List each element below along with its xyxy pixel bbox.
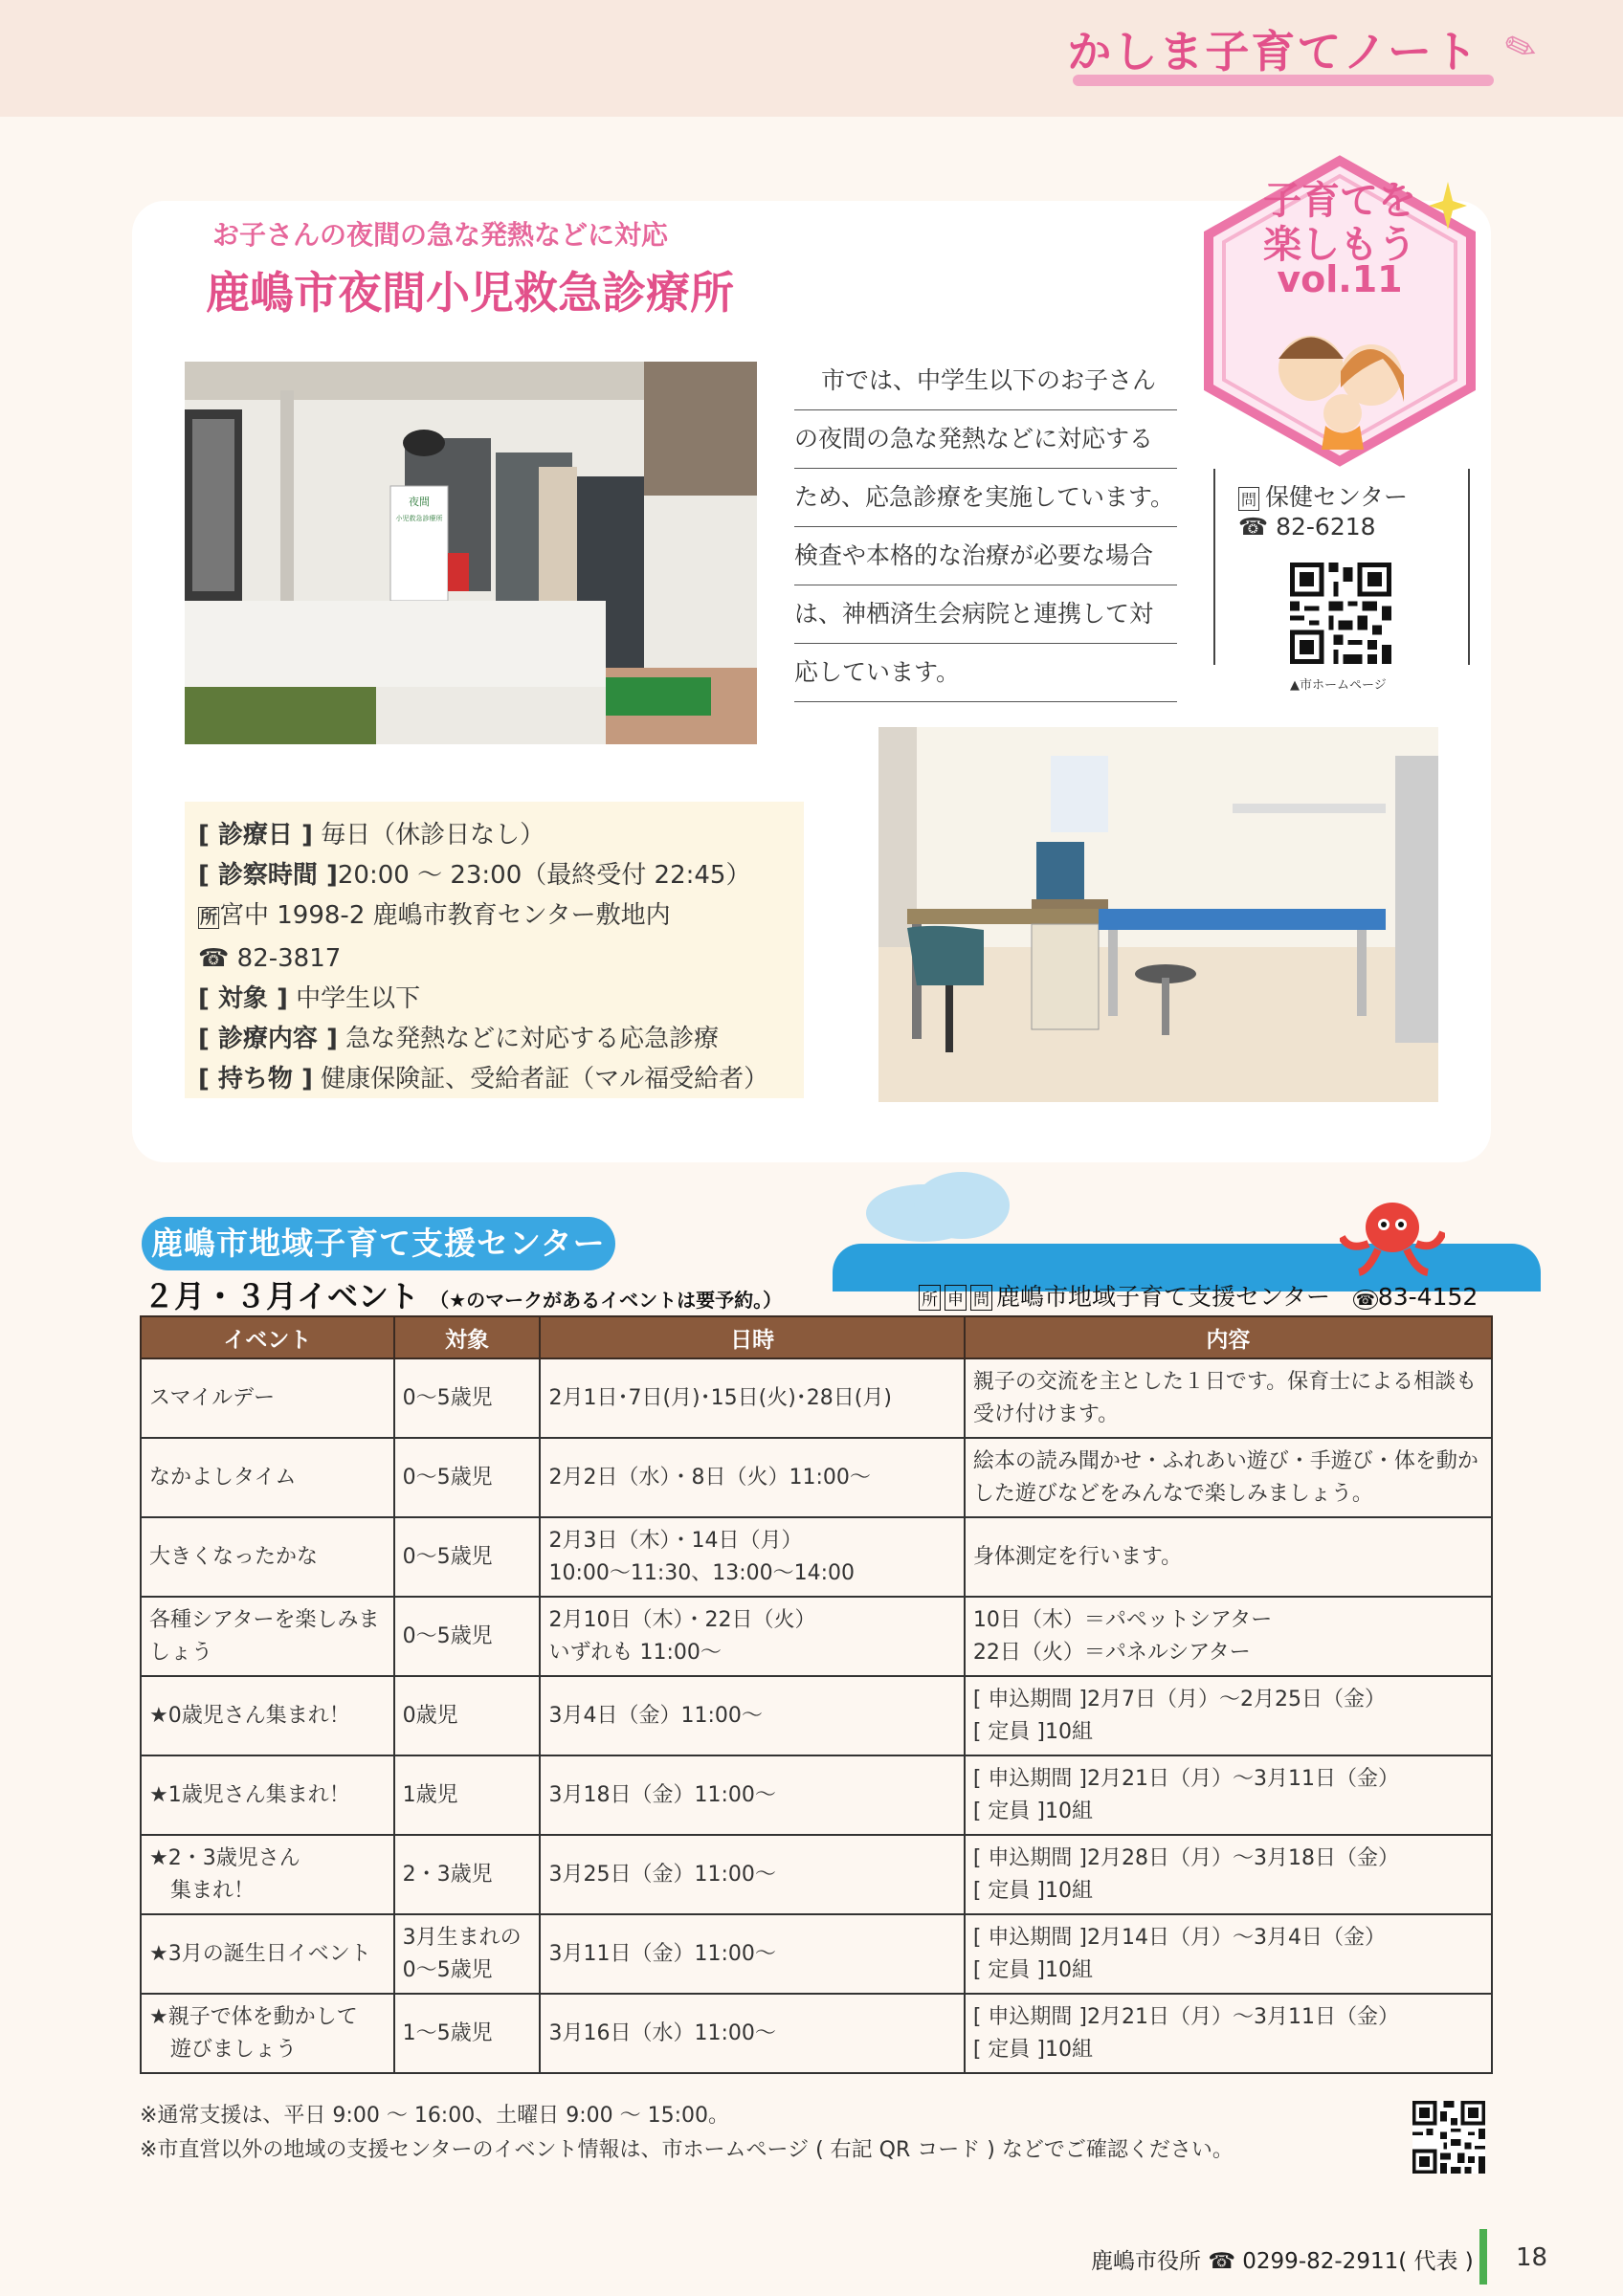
- phone-icon: ☎: [1208, 2249, 1235, 2274]
- center-contact: [919, 1278, 1478, 1313]
- page-number: 18: [1516, 2243, 1548, 2272]
- event-target-cell: 0～5歳児: [394, 1597, 541, 1676]
- event-name-cell: 大きくなったかな: [141, 1517, 394, 1597]
- event-datetime-cell: 3月11日（金）11:00～: [540, 1914, 964, 1994]
- event-name-cell: ★0歳児さん集まれ！: [141, 1676, 394, 1755]
- contact-office: [1238, 478, 1408, 513]
- event-content-cell: 身体測定を行います。: [965, 1517, 1492, 1597]
- phone-icon: ☎: [1353, 1290, 1378, 1310]
- table-header-row: [141, 1316, 1492, 1358]
- table-row: [141, 1994, 1492, 2073]
- info-target: [198, 979, 790, 1019]
- event-target-cell: 2・3歳児: [394, 1835, 541, 1914]
- info-address: [198, 895, 790, 938]
- event-name-cell: ★親子で体を動かして 遊びましょう: [141, 1994, 394, 2073]
- event-content-cell: [ 申込期間 ]2月28日（月）～3月18日（金） [ 定員 ]10組: [965, 1835, 1492, 1914]
- event-target-cell: 0～5歳児: [394, 1517, 541, 1597]
- contact-office-text: 保健センター: [1265, 483, 1409, 511]
- sign-text-2: 小児救急診療所: [395, 515, 443, 522]
- events-table: [140, 1315, 1493, 2074]
- page-bar: [1479, 2229, 1487, 2285]
- paragraph-line: 応しています。: [794, 644, 1177, 702]
- event-datetime-cell: 2月2日（水）・8日（火）11:00～: [540, 1438, 964, 1517]
- contact-phone: [1238, 513, 1376, 541]
- pencil-icon: ✎: [1498, 22, 1545, 76]
- paragraph-line: は、神栖済生会病院と連携して対: [794, 585, 1177, 644]
- address-icon: 所: [200, 908, 217, 928]
- qr-code-homepage[interactable]: [1290, 563, 1391, 664]
- inquiry-icon: 問: [970, 1285, 992, 1311]
- info-label: [ 診療日 ]: [198, 821, 313, 850]
- info-bring: [198, 1059, 790, 1099]
- table-row: [141, 1358, 1492, 1438]
- event-target-cell: 1～5歳児: [394, 1994, 541, 2073]
- info-value: 毎日（休診日なし）: [321, 821, 545, 850]
- event-datetime-cell: 3月18日（金）11:00～: [540, 1755, 964, 1835]
- table-row: [141, 1517, 1492, 1597]
- event-content-cell: [ 申込期間 ]2月7日（月）～2月25日（金） [ 定員 ]10組: [965, 1676, 1492, 1755]
- events-heading: [144, 1272, 782, 1316]
- info-label: [ 診察時間 ]: [198, 861, 338, 890]
- qr-code-events[interactable]: [1412, 2101, 1485, 2174]
- phone-icon: ☎: [198, 944, 230, 973]
- event-name-cell: ★1歳児さん集まれ！: [141, 1755, 394, 1835]
- table-row: [141, 1438, 1492, 1517]
- clinic-entrance-photo: [185, 362, 757, 744]
- application-icon: 申: [945, 1285, 967, 1311]
- event-name-cell: ★3月の誕生日イベント: [141, 1914, 394, 1994]
- event-name-cell: スマイルデー: [141, 1358, 394, 1438]
- note-other-centers: ※市直営以外の地域の支援センターのイベント情報は、市ホームページ ( 右記 QR コード ) などでご確認ください。: [140, 2138, 1234, 2162]
- event-target-cell: 1歳児: [394, 1755, 541, 1835]
- info-days: [198, 815, 790, 855]
- feature-subtitle: お子さんの夜間の急な発熱などに対応: [212, 219, 669, 251]
- info-hours: [198, 855, 790, 895]
- badge-line1: 子育てを: [1263, 179, 1416, 223]
- info-value: 20:00 ～ 23:00（最終受付 22:45）: [337, 861, 751, 890]
- column-header: 対象: [394, 1316, 541, 1358]
- info-value: 宮中 1998-2 鹿嶋市教育センター敷地内: [219, 901, 671, 930]
- info-label: [ 対象 ]: [198, 984, 288, 1013]
- event-content-cell: 親子の交流を主とした１日です。保育士による相談も受け付けます。: [965, 1358, 1492, 1438]
- info-value: 中学生以下: [296, 984, 421, 1013]
- event-name-cell: なかよしタイム: [141, 1438, 394, 1517]
- series-badge: [1201, 153, 1478, 469]
- feature-title: 鹿嶋市夜間小児救急診療所: [206, 267, 734, 319]
- table-row: [141, 1755, 1492, 1835]
- sign-text-1: 夜間: [409, 496, 430, 508]
- event-target-cell: 0～5歳児: [394, 1438, 541, 1517]
- qr-caption: ▲市ホームページ: [1290, 678, 1387, 693]
- event-name-cell: 各種シアターを楽しみましょう: [141, 1597, 394, 1676]
- note-hours: ※通常支援は、平日 9:00 ～ 16:00、土曜日 9:00 ～ 15:00。: [140, 2104, 730, 2128]
- paragraph-line: ため、応急診療を実施しています。: [794, 469, 1177, 527]
- column-header: イベント: [141, 1316, 394, 1358]
- event-datetime-cell: 3月25日（金）11:00～: [540, 1835, 964, 1914]
- event-target-cell: 0～5歳児: [394, 1358, 541, 1438]
- address-icon: 所: [919, 1285, 941, 1311]
- paragraph-line: 検査や本格的な治療が必要な場合: [794, 527, 1177, 585]
- column-header: 内容: [965, 1316, 1492, 1358]
- event-datetime-cell: 3月16日（水）11:00～: [540, 1994, 964, 2073]
- footer-org: 鹿嶋市役所: [1091, 2249, 1201, 2274]
- footer-phone: 0299-82-2911( 代表 ): [1242, 2249, 1474, 2274]
- table-row: [141, 1597, 1492, 1676]
- exam-room-photo: [878, 727, 1438, 1102]
- info-phone: [198, 938, 790, 979]
- info-value: 急な発熱などに対応する応急診療: [345, 1025, 720, 1053]
- column-header: 日時: [540, 1316, 964, 1358]
- event-content-cell: [ 申込期間 ]2月14日（月）～3月4日（金） [ 定員 ]10組: [965, 1914, 1492, 1994]
- clinic-info-box: [185, 802, 804, 1098]
- badge-line2: 楽しもう: [1263, 223, 1416, 267]
- info-value: 82-3817: [236, 944, 342, 973]
- series-title: かしま子育てノート: [1067, 26, 1479, 77]
- center-phone: 83-4152: [1377, 1283, 1478, 1311]
- event-content-cell: 10日（木）＝パペットシアター 22日（火）＝パネルシアター: [965, 1597, 1492, 1676]
- event-target-cell: 0歳児: [394, 1676, 541, 1755]
- phone-icon: ☎: [1238, 513, 1269, 541]
- event-name-cell: ★2・3歳児さん 集まれ！: [141, 1835, 394, 1914]
- footer-contact: [1091, 2243, 1474, 2275]
- event-datetime-cell: 2月10日（木）・22日（火） いずれも 11:00～: [540, 1597, 964, 1676]
- event-datetime-cell: 2月1日･7日(月)･15日(火)･28日(月): [540, 1358, 964, 1438]
- reservation-note: （★のマークがあるイベントは要予約。）: [430, 1289, 783, 1312]
- info-label: [ 持ち物 ]: [198, 1065, 313, 1093]
- info-value: 健康保険証、受給者証（マル福受給者）: [321, 1065, 769, 1093]
- event-content-cell: 絵本の読み聞かせ・ふれあい遊び・手遊び・体を動かした遊びなどをみんなで楽しみましょう。: [965, 1438, 1492, 1517]
- octopus-icon: [1340, 1194, 1445, 1280]
- feature-paragraph: [794, 352, 1177, 702]
- table-row: [141, 1914, 1492, 1994]
- paragraph-line: の夜間の急な発熱などに対応する: [794, 410, 1177, 469]
- events-heading-text: ２月・３月イベント: [144, 1278, 420, 1314]
- badge-vol: vol.11: [1277, 258, 1403, 300]
- event-datetime-cell: 3月4日（金）11:00～: [540, 1676, 964, 1755]
- table-row: [141, 1676, 1492, 1755]
- table-row: [141, 1835, 1492, 1914]
- info-content: [198, 1019, 790, 1059]
- center-name: 鹿嶋市地域子育て支援センター: [996, 1283, 1331, 1311]
- inquiry-icon: 問: [1238, 487, 1259, 511]
- support-center-title: 鹿嶋市地域子育て支援センター: [142, 1217, 615, 1270]
- event-content-cell: [ 申込期間 ]2月21日（月）～3月11日（金） [ 定員 ]10組: [965, 1755, 1492, 1835]
- info-label: [ 診療内容 ]: [198, 1025, 338, 1053]
- contact-phone-text: 82-6218: [1276, 513, 1376, 541]
- cloud-decoration: [914, 1172, 1010, 1239]
- event-content-cell: [ 申込期間 ]2月21日（月）～3月11日（金） [ 定員 ]10組: [965, 1994, 1492, 2073]
- event-datetime-cell: 2月3日（木）・14日（月） 10:00～11:30、13:00～14:00: [540, 1517, 964, 1597]
- paragraph-line: 市では、中学生以下のお子さん: [794, 352, 1177, 410]
- event-target-cell: 3月生まれの 0～5歳児: [394, 1914, 541, 1994]
